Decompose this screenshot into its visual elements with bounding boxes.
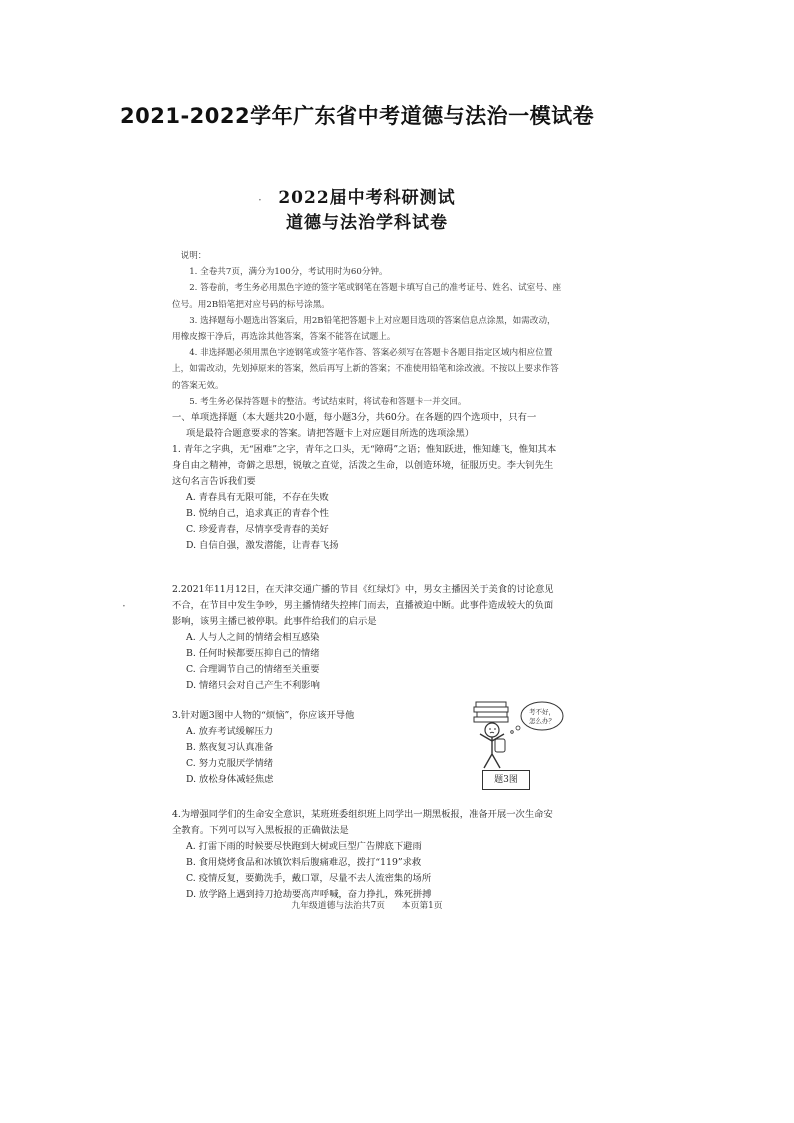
- answer-option: A. 放弃考试缓解压力: [186, 726, 273, 738]
- answer-option: C. 合理调节自己的情绪至关重要: [186, 664, 320, 676]
- question-3: [172, 708, 562, 793]
- instruction-item: 2. 答卷前，考生务必用黑色字迹的签字笔或钢笔在答题卡填写自己的准考证号、姓名、试室号、座位号。用2B铅笔把对应号码的标号涂黑。: [172, 283, 562, 310]
- instruction-item: 3. 选择题每小题选出答案后，用2B铅笔把答题卡上对应题目选项的答案信息点涂黑，如需改动，用橡皮擦干净后，再选涂其他答案，答案不能答在试题上。: [172, 315, 556, 343]
- scan-speck: ·: [122, 599, 126, 613]
- instructions-heading: 说明：: [180, 251, 207, 261]
- bubble-text-line2: 怎么办？: [529, 717, 555, 726]
- question-stem: 1. 青年之字典，无“困难”之字，青年之口头，无“障碍”之语；惟知跃进，惟知雄飞，惟知其本身自由之精神，奇僻之思想，锐敏之直觉，活泼之生命，以创造环境，征服历史。李大钊先生这句名言告诉我们要: [172, 444, 557, 488]
- question-stem: 3.针对题3图中人物的“烦恼”，你应该开导他: [172, 710, 355, 722]
- question-2: [172, 582, 562, 694]
- question-stem: 4.为增强同学们的生命安全意识，某班班委组织班上同学出一期黑板报，准备开展一次生命安全教育。下列可以写入黑板报的正确做法是: [172, 809, 553, 837]
- figure-caption: 题3图: [482, 770, 530, 790]
- answer-option: D. 放松身体减轻焦虑: [186, 774, 274, 786]
- footer-total-pages: 九年级道德与法治共7页: [291, 901, 385, 911]
- answer-option: C. 珍爱青春，尽情享受青春的美好: [186, 524, 329, 536]
- paper-title-line1: 2022届中考科研测试: [278, 188, 456, 208]
- answer-option: C. 努力克服厌学情绪: [186, 758, 274, 770]
- instructions: [172, 248, 562, 410]
- answer-option: C. 疫情反复，要勤洗手，戴口罩，尽量不去人流密集的场所: [186, 873, 432, 885]
- instruction-item: 4. 非选择题必须用黑色字迹钢笔或签字笔作答、答案必须写在答题卡各题目指定区域内相应位置上，如需改动，先划掉原来的答案，然后再写上新的答案；不准使用铅笔和涂改液。不按以上要求作答的答案无效。: [172, 348, 559, 391]
- scanned-exam-page: [122, 180, 562, 920]
- answer-option: D. 自信自强，激发潜能，让青春飞扬: [186, 540, 339, 552]
- question-4: [172, 807, 562, 903]
- instruction-item: 1. 全卷共7页，满分为100分，考试用时为60分钟。: [189, 267, 388, 278]
- paper-title-line2: 道德与法治学科试卷: [286, 213, 448, 233]
- question-stem: 2.2021年11月12日，在天津交通广播的节目《红绿灯》中，男女主播因关于美食的讨论意见不合，在节目中发生争吵，男主播情绪失控摔门而去，直播被迫中断。此事件造成较大的负面影响，该男主播已被停职。此事件给我们的启示是: [172, 584, 554, 628]
- footer-page-number: 本页第1页: [401, 901, 443, 911]
- answer-option: B. 食用烧烤食品和冰镇饮料后腹痛难忍，拨打“119”求救: [186, 857, 422, 869]
- section-heading: 一、单项选择题（本大题共20小题，每小题3分，共60分。在各题的四个选项中，只有一: [172, 412, 537, 424]
- question-1: [172, 442, 562, 554]
- bubble-text-line1: 考不好，: [529, 708, 555, 717]
- answer-option: B. 悦纳自己，追求真正的青春个性: [186, 508, 329, 520]
- answer-option: B. 熬夜复习认真准备: [186, 742, 274, 754]
- page-footer: [172, 898, 562, 914]
- answer-option: B. 任何时候都要压抑自己的情绪: [186, 648, 320, 660]
- answer-option: A. 青春具有无限可能，不存在失败: [186, 492, 329, 504]
- figure-3: [462, 694, 572, 794]
- answer-option: D. 情绪只会对自己产生不利影响: [186, 680, 320, 692]
- instruction-item: 5. 考生务必保持答题卡的整洁。考试结束时，将试卷和答题卡一并交回。: [189, 396, 467, 407]
- answer-option: A. 人与人之间的情绪会相互感染: [186, 632, 320, 644]
- section-heading-cont: 项是最符合题意要求的答案。请把答题卡上对应题目所选的选项涂黑）: [185, 428, 475, 440]
- scan-speck: ·: [258, 193, 262, 207]
- answer-option: A. 打雷下雨的时候要尽快跑到大树或巨型广告牌底下避雨: [186, 841, 422, 853]
- worried-student-illustration: [462, 694, 572, 774]
- multiple-choice-section: [172, 410, 562, 903]
- answer-option: D. 放学路上遇到持刀抢劫要高声呼喊，奋力挣扎，殊死拼搏: [186, 889, 432, 901]
- document-title: 2021-2022学年广东省中考道德与法治一模试卷: [120, 104, 595, 128]
